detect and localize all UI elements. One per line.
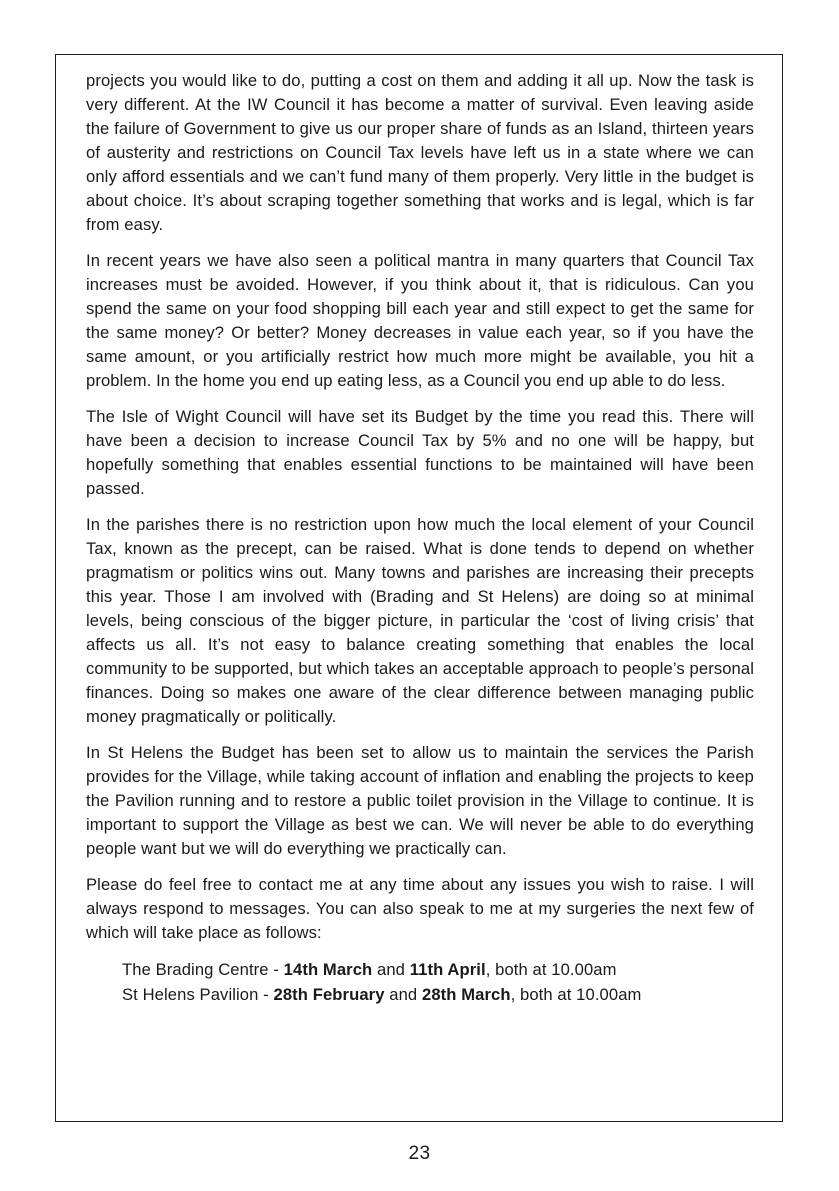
surgery-item-st-helens bbox=[86, 982, 754, 1007]
surgery-schedule-list bbox=[86, 957, 754, 1007]
surgery-date-brading-2: 11th April bbox=[409, 960, 486, 979]
page-number: 23 bbox=[408, 1143, 431, 1164]
content-border-frame bbox=[55, 54, 783, 1122]
surgery-item-brading bbox=[86, 957, 754, 982]
paragraph-1: projects you would like to do, putting a cost on them and adding it all up. Now the task is very different. At the IW Council it has become a matter of survival. Even leaving aside the failure of Government to give us our proper share of funds as an Island, thirteen years of austerity and restrictions on Council Tax levels have left us in a state where we can only afford essentials and we can’t fund many of them properly. Very little in the budget is about choice. It’s about scraping together something that works and is legal, which is far from easy. bbox=[86, 71, 754, 234]
surgery-time-brading: , both at 10.00am bbox=[485, 960, 617, 979]
paragraph-3: The Isle of Wight Council will have set its Budget by the time you read this. There will have been a decision to increase Council Tax by 5% and no one will be happy, but hopefully something that enables essential functions to be maintained will have been passed. bbox=[86, 407, 754, 498]
article-body bbox=[86, 69, 754, 1007]
surgery-date-brading-1: 14th March bbox=[283, 960, 373, 979]
surgery-conjunction-st-helens: and bbox=[384, 985, 422, 1004]
surgery-time-st-helens: , both at 10.00am bbox=[510, 985, 642, 1004]
paragraph-6: Please do feel free to contact me at any time about any issues you wish to raise. I will always respond to messages. You can also speak to me at my surgeries the next few of which will take place as follows: bbox=[86, 875, 754, 942]
paragraph-5: In St Helens the Budget has been set to allow us to maintain the services the Parish provides for the Village, while taking account of inflation and enabling the projects to keep the Pavilion running and to restore a public toilet provision in the Village to continue. It is important to support the Village as best we can. We will never be able to do everything people want but we will do everything we practically can. bbox=[86, 743, 754, 858]
surgery-date-st-helens-2: 28th March bbox=[421, 985, 511, 1004]
paragraph-2: In recent years we have also seen a political mantra in many quarters that Council Tax increases must be avoided. However, if you think about it, that is ridiculous. Can you spend the same on your food shopping bill each year and still expect to get the same for the same money? Or better? Money decreases in value each year, so if you have the same amount, or you artificially restrict how much more might be available, you hit a problem. In the home you end up eating less, as a Council you end up able to do less. bbox=[86, 251, 754, 390]
surgery-date-st-helens-1: 28th February bbox=[273, 985, 385, 1004]
paragraph-4: In the parishes there is no restriction upon how much the local element of your Council Tax, known as the precept, can be raised. What is done tends to depend on whether pragmatism or politics wins out. Many towns and parishes are increasing their precepts this year. Those I am involved with (Brading and St Helens) are doing so at minimal levels, being conscious of the bigger picture, in particular the ‘cost of living crisis’ that affects us all. It’s not easy to balance creating something that enables the local community to be supported, but which takes an acceptable approach to people’s personal finances. Doing so makes one aware of the clear difference between managing public money pragmatically or politically. bbox=[86, 515, 754, 726]
surgery-conjunction-brading: and bbox=[372, 960, 410, 979]
surgery-venue-brading: The Brading Centre - bbox=[122, 960, 284, 979]
surgery-venue-st-helens: St Helens Pavilion - bbox=[122, 985, 274, 1004]
